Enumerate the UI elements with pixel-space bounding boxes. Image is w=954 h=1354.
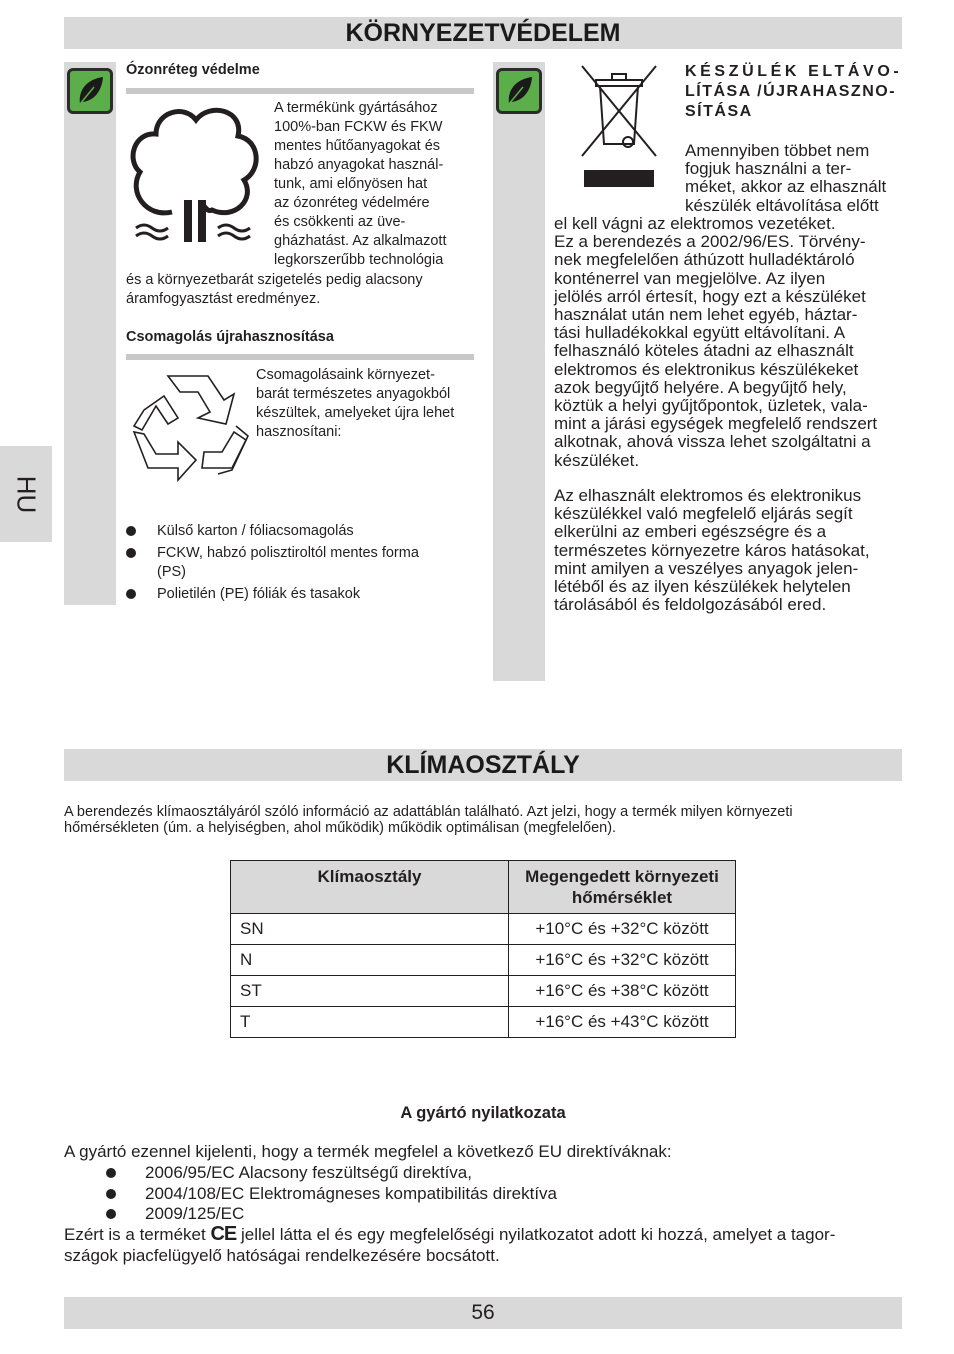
directive-list [106,1163,557,1225]
bullet-icon [106,1189,116,1199]
table-header: Megengedett környezeti hőmérséklet [509,861,736,914]
section-title-bar [64,17,902,49]
ozone-text-cont: és a környezetbarát szigetelés pedig alacsony áramfogyasztást eredményez. [126,272,423,307]
section-title-bar [64,749,902,781]
left-column-strip [64,62,116,605]
table-row: T +16°C és +43°C között [231,1007,736,1038]
disposal-paragraph-2: Az elhasznált elektromos és elektronikus készülékkel való megfelelő eljárás segít elkerülni az emberi egészségre és a természetes környezetre káros hatásokat, mint amilyen a veszélyes anyagok jelen- létéből és az ilyen készülékek helytelen tárolásából és feldolgozásából ered. [554,486,870,615]
packaging-bullets [126,522,476,604]
footer-bar [64,1297,902,1329]
recycle-icon [128,370,250,493]
leaf-icon [67,68,113,114]
leaf-icon [496,68,542,114]
ozone-heading: Ózonréteg védelme [126,62,260,78]
packaging-heading: Csomagolás újrahasznosítása [126,329,334,345]
crossed-bin-icon [578,64,660,195]
table-row: SN +10°C és +32°C között [231,914,736,945]
divider [126,88,474,94]
declaration-heading: A gyártó nyilatkozata [400,1104,566,1122]
divider [126,354,474,360]
language-label: HU [11,475,42,513]
section-title: KLÍMAOSZTÁLY [386,751,580,779]
list-item: Polietilén (PE) fóliák és tasakok [126,585,476,604]
table-row: ST +16°C és +38°C között [231,976,736,1007]
climate-table [230,860,736,1038]
right-column-strip [493,62,545,681]
declaration-closing: Ezért is a terméket CE jellel látta el és egy megfelelőségi nyilatkozatot adott ki hozzá, amelyet a tagor- szágok piacfelügyelő hatóságai rendelkezésére bocsátott. [64,1223,836,1265]
list-item: FCKW, habzó polisztiroltól mentes forma (PS) [126,544,476,582]
list-item: Külső karton / fóliacsomagolás [126,522,476,541]
climate-intro: A berendezés klímaosztályáról szóló információ az adattáblán található. Azt jelzi, hogy a termék milyen környezeti hőmérsékleten (úm. a helyiségben, ahol működik) működik optimálisan (megfelelően). [64,804,793,836]
bullet-icon [126,589,136,599]
disposal-paragraph-1: el kell vágni az elektromos vezetéket. Ez a berendezés a 2002/96/ES. Törvény- nek megfelelően áthúzott hulladéktároló konténerrel van megjelölve. Az ilyen jelölés arról értesít, hogy ezt a készüléket használat után nem lehet egyéb, háztar- tási hulladékokkal együtt eltávolítani. A felhasználó köteles átadni az elhasznált elektromos és elektronikus készülékeket azok begyűjtő helyére. A begyűjtő hely, köztük a helyi gyűjtőpontok, üzletek, vala- mint a járási egységek megfelelő rendszert alkotnak, ahová vissza lehet szolgáltatni a készüléket. [554,214,878,470]
language-side-tab [0,446,52,542]
disposal-intro: Amennyiben többet nem fogjuk használni a ter- méket, akkor az elhasznált készülék eltávolítása előtt [685,141,887,215]
page-number: 56 [471,1301,495,1324]
packaging-text: Csomagolásaink környezet- barát természetes anyagokból készültek, amelyeket újra lehet hasznosítani: [256,367,455,440]
ozone-text: A termékünk gyártásához 100%-ban FCKW és FKW mentes hűtőanyagokat és habzó anyagokat használ- tunk, ami előnyösen hat az ózonréteg védelmére és csökkenti az üve- gházhatást. Az alkalmazott legkorszerűbb technológia [274,100,447,268]
bullet-icon [106,1168,116,1178]
section-title: KÖRNYEZETVÉDELEM [345,19,621,47]
bullet-icon [126,548,136,558]
disposal-heading: KÉSZÜLÉK ELTÁVO- LÍTÁSA /ÚJRAHASZNO- SÍTÁSA [685,63,903,120]
bullet-icon [126,526,136,536]
table-row: N +16°C és +32°C között [231,945,736,976]
list-item: 2004/108/EC Elektromágneses kompatibilitás direktíva [106,1184,557,1205]
tree-icon [126,100,261,250]
table-header: Klímaosztály [231,861,509,914]
ce-mark-icon: CE [210,1223,237,1245]
list-item: 2009/125/EC [106,1204,557,1225]
declaration-intro: A gyártó ezennel kijelenti, hogy a termék megfelel a következő EU direktíváknak: [64,1142,672,1161]
list-item: 2006/95/EC Alacsony feszültségű direktíva, [106,1163,557,1184]
bullet-icon [106,1209,116,1219]
